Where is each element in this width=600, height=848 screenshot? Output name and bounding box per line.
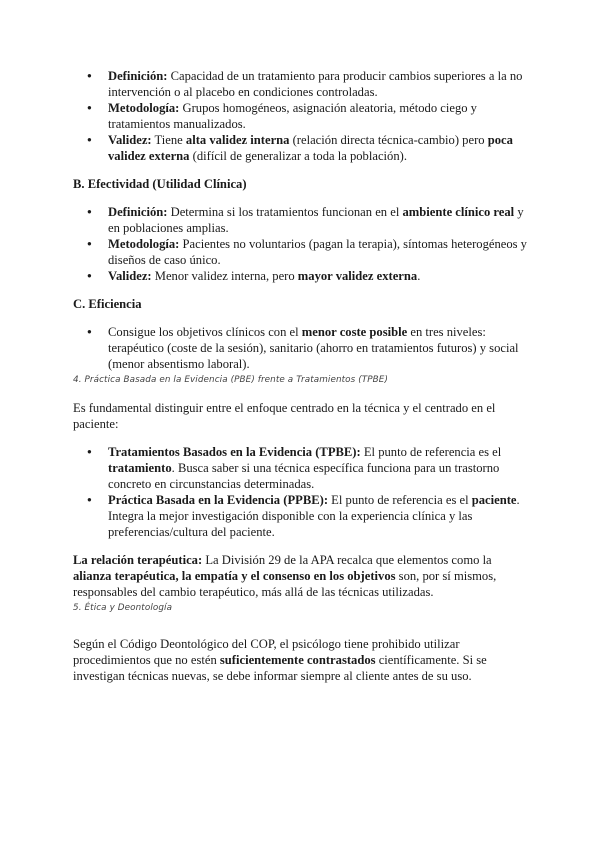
list-item <box>73 268 533 284</box>
item-text: Menor validez interna, pero <box>151 269 298 283</box>
item-text: El punto de referencia es el <box>328 493 472 507</box>
item-label: Definición: <box>108 69 168 83</box>
list-item <box>73 236 533 268</box>
item-text: Consigue los objetivos clínicos con el <box>108 325 302 339</box>
item-text: Determina si los tratamientos funcionan en el <box>167 205 403 219</box>
efectividad-list <box>73 204 533 284</box>
item-text: . Busca saber si una técnica específica funciona para un trastorno concreto en circunstancias determinadas. <box>108 461 500 491</box>
item-text: Tiene <box>151 133 186 147</box>
paragraph-emphasis: suficientemente contrastados <box>219 653 376 667</box>
section-heading-efectividad: B. Efectividad (Utilidad Clínica) <box>73 177 247 191</box>
section-heading-pbe: 4. Práctica Basada en la Evidencia (PBE) frente a Tratamientos (TPBE) <box>73 375 388 385</box>
eficiencia-list <box>73 324 533 372</box>
item-label: Metodología: <box>108 237 180 251</box>
item-text: en tres niveles: terapéutico (coste de la sesión), sanitario (ahorro en tratamientos futuros) y social (menor absentismo laboral). <box>108 325 519 371</box>
item-label: Validez: <box>108 133 152 147</box>
item-text: . <box>417 269 421 283</box>
list-item <box>73 444 533 492</box>
item-text: Capacidad de un tratamiento para producir cambios superiores a la no intervención o al placebo en condiciones controladas. <box>108 69 523 99</box>
item-label: Metodología: <box>108 101 180 115</box>
relation-paragraph <box>73 552 533 600</box>
item-text: Grupos homogéneos, asignación aleatoria, método ciego y tratamientos manualizados. <box>108 101 477 131</box>
paragraph-text: Según el Código Deontológico del COP, el psicólogo tiene prohibido utilizar procedimientos que no estén <box>73 637 460 667</box>
item-label: Práctica Basada en la Evidencia (PPBE): <box>108 493 329 507</box>
item-emphasis: ambiente clínico real <box>402 205 515 219</box>
paragraph-text: son, por sí mismos, responsables del cambio terapéutico, más allá de las técnicas utilizadas. <box>73 569 497 599</box>
item-text: (difícil de generalizar a toda la población). <box>189 149 407 163</box>
paragraph-label: La relación terapéutica: <box>73 553 203 567</box>
document-page <box>73 68 533 684</box>
list-item <box>73 492 533 540</box>
etica-paragraph <box>73 636 533 684</box>
item-label: Tratamientos Basados en la Evidencia (TPBE): <box>108 445 361 459</box>
item-text: (relación directa técnica-cambio) pero <box>289 133 488 147</box>
item-text: . Integra la mejor investigación disponible con la experiencia clínica y las preferencias/cultura del paciente. <box>108 493 520 539</box>
item-emphasis: paciente <box>471 493 517 507</box>
item-label: Definición: <box>108 205 168 219</box>
paragraph-emphasis: alianza terapéutica, la empatía y el consenso en los objetivos <box>73 569 396 583</box>
pbe-list <box>73 444 533 540</box>
item-label: Validez: <box>108 269 152 283</box>
item-emphasis: menor coste posible <box>301 325 408 339</box>
list-item <box>73 100 533 132</box>
paragraph-text: La División 29 de la APA recalca que elementos como la <box>202 553 492 567</box>
item-emphasis: mayor validez externa <box>297 269 418 283</box>
item-emphasis: poca validez externa <box>108 133 513 163</box>
list-item <box>73 132 533 164</box>
item-text: y en poblaciones amplias. <box>108 205 524 235</box>
paragraph-text: científicamente. Si se investigan técnicas nuevas, se debe informar siempre al cliente antes de su uso. <box>73 653 487 683</box>
item-text: Pacientes no voluntarios (pagan la terapia), síntomas heterogéneos y diseños de caso único. <box>108 237 527 267</box>
item-emphasis: tratamiento <box>108 461 172 475</box>
list-item <box>73 204 533 236</box>
section-heading-eficiencia: C. Eficiencia <box>73 297 142 311</box>
list-item <box>73 68 533 100</box>
item-text: El punto de referencia es el <box>360 445 502 459</box>
pbe-intro: Es fundamental distinguir entre el enfoque centrado en la técnica y el centrado en el paciente: <box>73 401 496 431</box>
section-heading-etica: 5. Ética y Deontología <box>73 603 173 613</box>
list-item <box>73 324 533 372</box>
item-emphasis: alta validez interna <box>185 133 290 147</box>
eficacia-list <box>73 68 533 164</box>
